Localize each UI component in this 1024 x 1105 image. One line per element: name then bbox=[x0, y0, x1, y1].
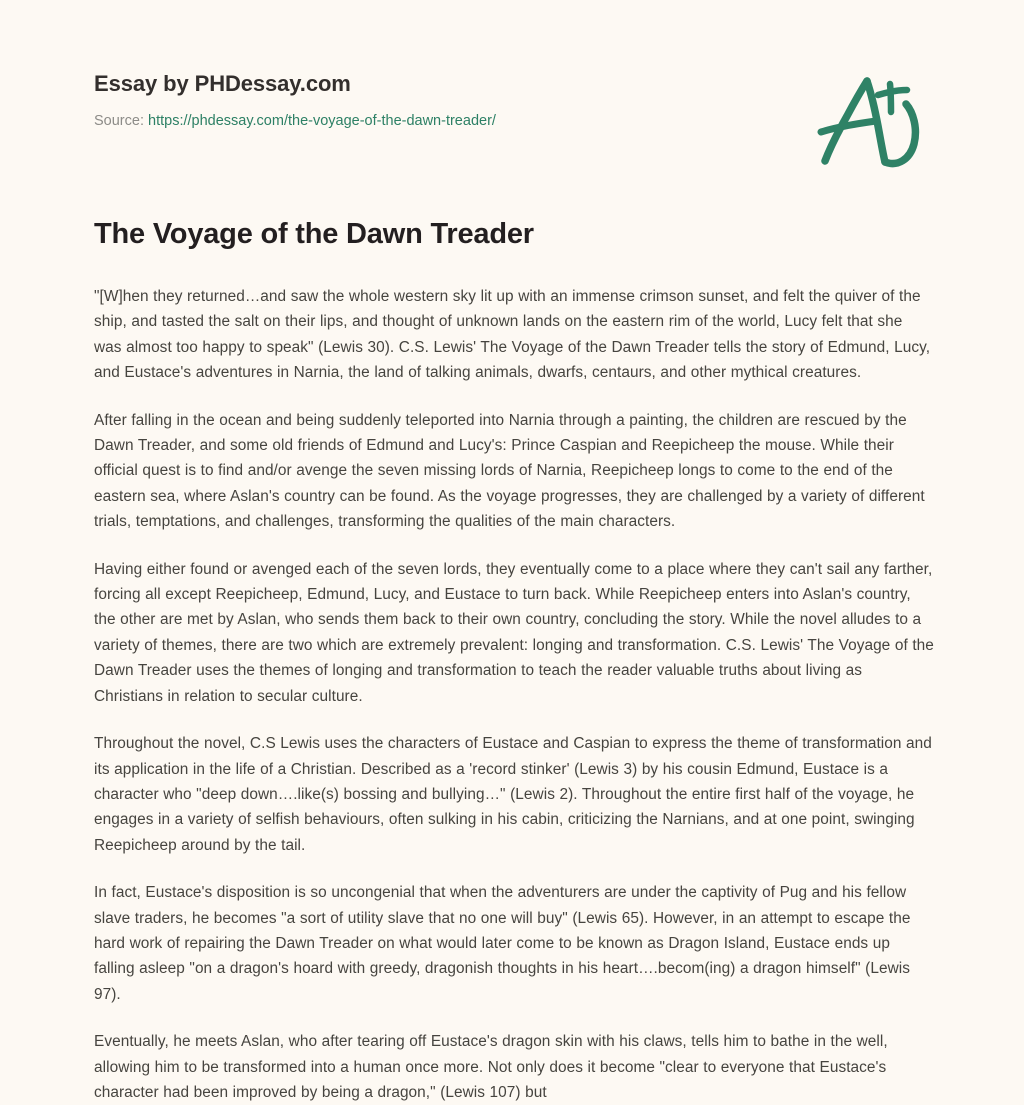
a-plus-logo[interactable] bbox=[812, 62, 932, 170]
paragraph: After falling in the ocean and being suddenly teleported into Narnia through a painting, the children are rescued by the Dawn Treader, and some old friends of Edmund and Lucy's: Prince Caspian and Reepicheep the mouse. While their official quest is to find and/or avenge the seven missing lords of Narnia, Reepicheep longs to come to the end of the eastern sea, where Aslan's country can be found. As the voyage progresses, they are challenged by a variety of different trials, temptations, and challenges, transforming the qualities of the main characters. bbox=[94, 411, 925, 531]
paragraph: In fact, Eustace's disposition is so uncongenial that when the adventurers are under the captivity of Pug and his fellow slave traders, he becomes "a sort of utility slave that no one will buy" (Lewis 65). However, in an attempt to escape the hard work of repairing the Dawn Treader on what would later come to be known as Dragon Island, Eustace ends up falling asleep "on a dragon's hoard with greedy, dragonish thoughts in his heart….becom(ing) a dragon himself" (Lewis 97). bbox=[94, 884, 911, 1003]
brand-title: Essay by PHDessay.com bbox=[94, 71, 351, 96]
page-title: The Voyage of the Dawn Treader bbox=[94, 218, 534, 250]
paragraph: Throughout the novel, C.S Lewis uses the characters of Eustace and Caspian to express the theme of transformation and its application in the life of a Christian. Described as a 'record stinker' (Lewis 3) by his cousin Edmund, Eustace is a character who "deep down….like(s) bossing and bullying…" (Lewis 2). Throughout the entire first half of the voyage, he engages in a variety of selfish behaviours, often sulking in his cabin, criticizing the Narnians, and at one point, swinging Reepicheep around by the tail. bbox=[94, 735, 932, 854]
page-header bbox=[0, 0, 1024, 190]
article bbox=[94, 214, 934, 1105]
paragraph: Having either found or avenged each of the seven lords, they eventually come to a place where they can't sail any farther, forcing all except Reepicheep, Edmund, Lucy, and Eustace to turn back. While Reepicheep enters into Aslan's country, the other are met by Aslan, who sends them back to their own country, concluding the story. While the novel alludes to a variety of themes, there are two which are extremely prevalent: longing and transformation. C.S. Lewis' The Voyage of the Dawn Treader uses the themes of longing and transformation to teach the reader valuable truths about living as Christians in relation to secular culture. bbox=[94, 560, 934, 705]
source-line bbox=[94, 111, 714, 131]
brand-block bbox=[94, 70, 714, 131]
source-url-link[interactable]: https://phdessay.com/the-voyage-of-the-dawn-treader/ bbox=[148, 113, 496, 129]
paragraph: Eventually, he meets Aslan, who after tearing off Eustace's dragon skin with his claws, tells him to bathe in the well, allowing him to be transformed into a human once more. Not only does it become "clear to everyone that Eustace's character had been improved by being a dragon," (Lewis 107) but bbox=[94, 1033, 888, 1101]
paragraph: "[W]hen they returned…and saw the whole western sky lit up with an immense crimson sunset, and felt the quiver of the ship, and tasted the salt on their lips, and thought of unknown lands on the eastern rim of the world, Lucy felt that she was almost too happy to speak" (Lewis 30). C.S. Lewis' The Voyage of the Dawn Treader tells the story of Edmund, Lucy, and Eustace's adventures in Narnia, the land of talking animals, dwarfs, centaurs, and other mythical creatures. bbox=[94, 288, 931, 382]
article-body bbox=[94, 284, 934, 1105]
a-plus-logo-icon bbox=[812, 62, 932, 170]
source-label: Source: bbox=[94, 113, 144, 129]
